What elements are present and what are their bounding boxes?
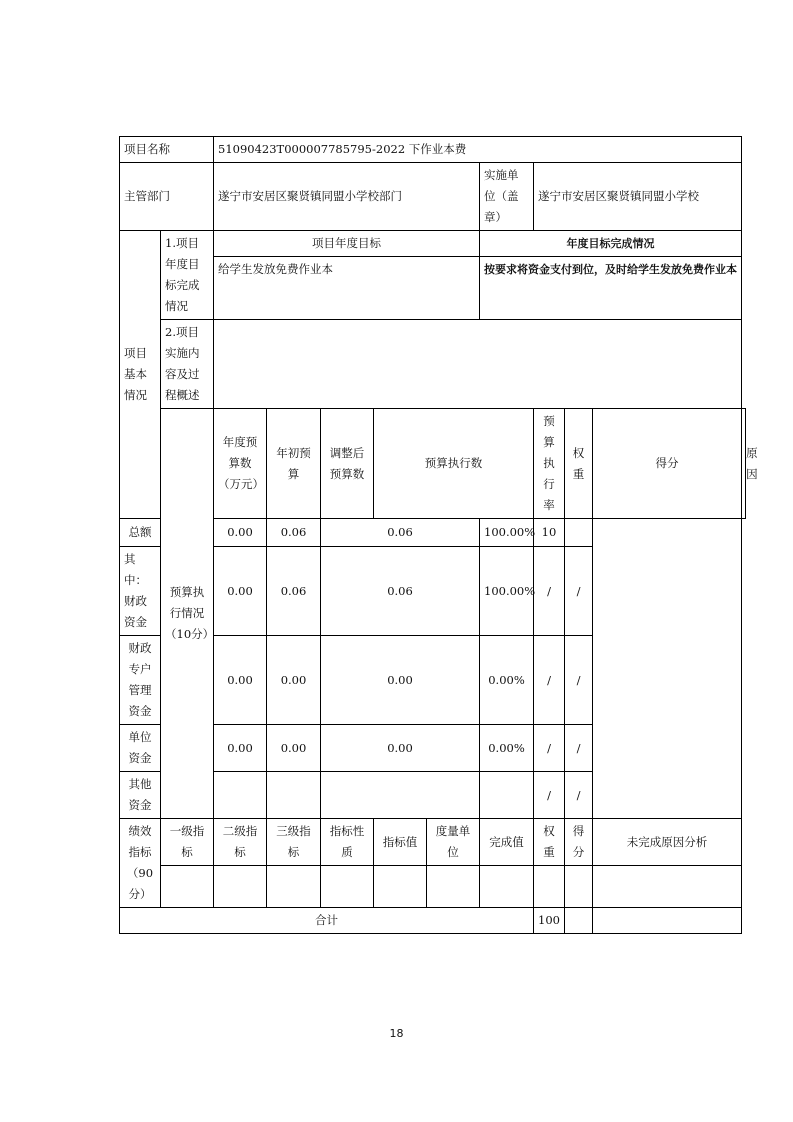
- budget-weight: /: [534, 547, 565, 636]
- budget-row-label: 其中：财政资金: [120, 547, 161, 636]
- budget-rate: 100.00%: [480, 519, 534, 547]
- budget-initial: 0.00: [214, 725, 267, 772]
- project-name-value: 51090423T000007785795-2022 下作业本费: [214, 137, 742, 163]
- budget-score: /: [565, 547, 593, 636]
- perf-reason-header: 未完成原因分析: [593, 819, 742, 866]
- budget-weight: 10: [534, 519, 565, 547]
- budget-initial: 0.00: [214, 547, 267, 636]
- total-score: [565, 908, 593, 934]
- budget-rate-header: 预算执行率: [534, 409, 565, 519]
- budget-executed: [321, 772, 480, 819]
- total-label: 合计: [120, 908, 534, 934]
- budget-section-label: 预算执行情况（10分）: [161, 409, 214, 819]
- budget-rate: 100.00%: [480, 547, 534, 636]
- perf-level1-header: 一级指标: [161, 819, 214, 866]
- budget-header-row: [120, 409, 746, 519]
- perf-cell: [534, 866, 565, 908]
- budget-row-label: 单位资金: [120, 725, 161, 772]
- department-label: 主管部门: [120, 163, 214, 231]
- budget-initial: 0.00: [214, 636, 267, 725]
- budget-weight: /: [534, 725, 565, 772]
- budget-reason-cell: [593, 519, 742, 819]
- budget-executed: 0.00: [321, 725, 480, 772]
- perf-cell: [427, 866, 480, 908]
- goal-header: 项目年度目标: [214, 231, 480, 257]
- goal-value-row: [120, 257, 746, 320]
- perf-cell: [593, 866, 742, 908]
- budget-row-label: 总额: [120, 519, 161, 547]
- budget-rate: 0.00%: [480, 725, 534, 772]
- budget-adjusted: 0.06: [267, 547, 321, 636]
- department-value: 遂宁市安居区聚贤镇同盟小学校部门: [214, 163, 480, 231]
- budget-score: /: [565, 725, 593, 772]
- content-label: 2.项目实施内容及过程概述: [161, 320, 214, 409]
- budget-executed: 0.06: [321, 547, 480, 636]
- budget-reason-header: 原因: [742, 409, 746, 519]
- perf-weight-header: 权重: [534, 819, 565, 866]
- total-weight: 100: [534, 908, 565, 934]
- performance-header-row: [120, 819, 746, 866]
- completion-value: 按要求将资金支付到位，及时给学生发放免费作业本: [480, 257, 742, 320]
- basic-section-label: 项目基本情况: [120, 231, 161, 519]
- completion-header: 年度目标完成情况: [480, 231, 742, 257]
- budget-row-label: 财政专户管理资金: [120, 636, 161, 725]
- perf-done-header: 完成值: [480, 819, 534, 866]
- budget-weight: /: [534, 636, 565, 725]
- page-number: 18: [389, 1027, 404, 1040]
- budget-initial: 0.00: [214, 519, 267, 547]
- performance-evaluation-table: [119, 136, 758, 934]
- perf-cell: [374, 866, 427, 908]
- budget-score: [565, 519, 593, 547]
- performance-section-label: 绩效指标（90分）: [120, 819, 161, 908]
- total-row: [120, 908, 746, 934]
- total-reason: [593, 908, 742, 934]
- budget-executed-header: 预算执行数: [374, 409, 534, 519]
- goal-header-row: [120, 231, 746, 257]
- content-value: [214, 320, 742, 409]
- budget-weight-header: 权重: [565, 409, 593, 519]
- perf-cell: [480, 866, 534, 908]
- budget-adjusted: [267, 772, 321, 819]
- perf-score-header: 得分: [565, 819, 593, 866]
- performance-empty-row: [120, 866, 746, 908]
- implementing-unit-value: 遂宁市安居区聚贤镇同盟小学校: [534, 163, 742, 231]
- budget-rate: 0.00%: [480, 636, 534, 725]
- budget-adjusted-header: 调整后预算数: [321, 409, 374, 519]
- budget-row: [120, 519, 746, 547]
- budget-initial: [214, 772, 267, 819]
- project-name-row: [120, 137, 746, 163]
- budget-score: /: [565, 636, 593, 725]
- project-name-label: 项目名称: [120, 137, 214, 163]
- perf-cell: [565, 866, 593, 908]
- goal-row-label: 1.项目年度目标完成情况: [161, 231, 214, 320]
- budget-adjusted: 0.00: [267, 636, 321, 725]
- budget-executed: 0.06: [321, 519, 480, 547]
- budget-annual-header: 年度预算数（万元）: [214, 409, 267, 519]
- department-row: [120, 163, 746, 231]
- implementing-unit-label: 实施单位（盖章）: [480, 163, 534, 231]
- budget-adjusted: 0.00: [267, 725, 321, 772]
- perf-cell: [161, 866, 214, 908]
- perf-value-header: 指标值: [374, 819, 427, 866]
- budget-score-header: 得分: [593, 409, 742, 519]
- content-row: [120, 320, 746, 409]
- perf-level3-header: 三级指标: [267, 819, 321, 866]
- perf-unit-header: 度量单位: [427, 819, 480, 866]
- budget-executed: 0.00: [321, 636, 480, 725]
- goal-value: 给学生发放免费作业本: [214, 257, 480, 320]
- perf-cell: [214, 866, 267, 908]
- budget-adjusted: 0.06: [267, 519, 321, 547]
- budget-row-label: 其他资金: [120, 772, 161, 819]
- perf-level2-header: 二级指标: [214, 819, 267, 866]
- perf-cell: [267, 866, 321, 908]
- budget-weight: /: [534, 772, 565, 819]
- budget-rate: [480, 772, 534, 819]
- perf-nature-header: 指标性质: [321, 819, 374, 866]
- budget-initial-header: 年初预算: [267, 409, 321, 519]
- budget-score: /: [565, 772, 593, 819]
- perf-cell: [321, 866, 374, 908]
